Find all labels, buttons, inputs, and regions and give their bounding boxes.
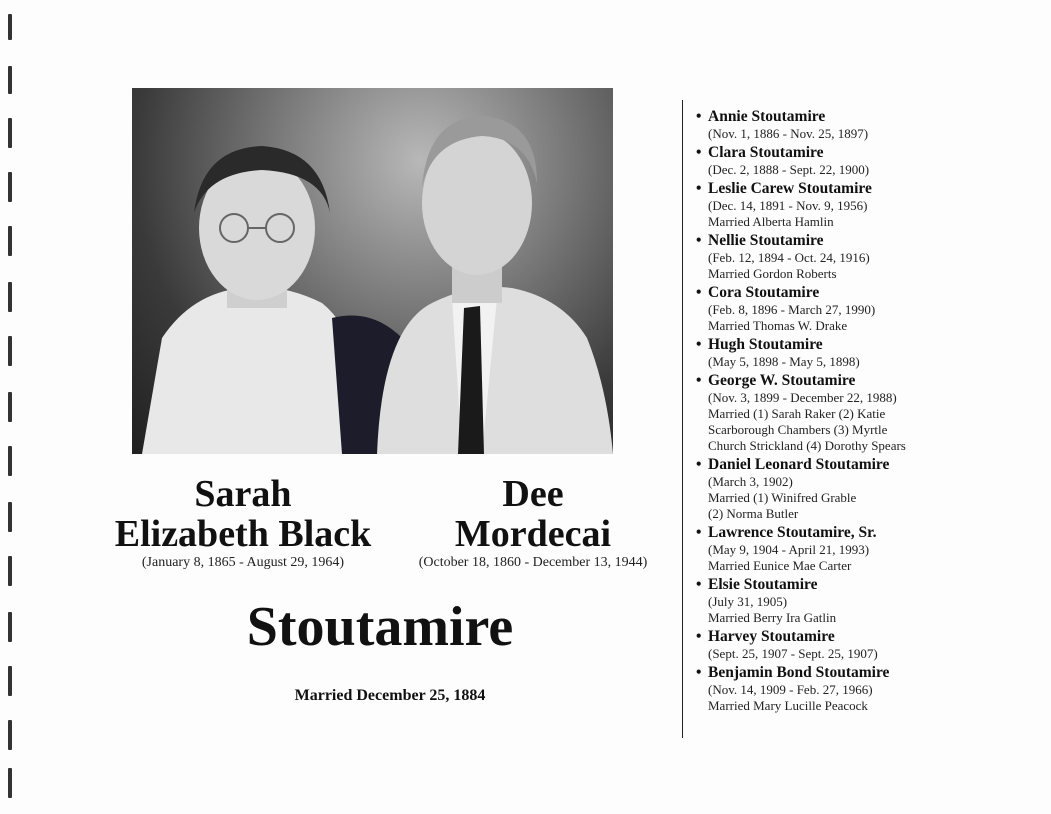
binding-mark: [8, 66, 12, 94]
child-detail: Married Mary Lucille Peacock: [708, 698, 868, 713]
bullet-icon: •: [696, 108, 702, 125]
binding-holes: [8, 0, 28, 814]
child-name: [696, 372, 1046, 390]
child-name: [696, 456, 1046, 474]
child-name-text: Annie Stoutamire: [708, 108, 826, 125]
binding-mark: [8, 172, 12, 202]
binding-mark: [8, 14, 12, 40]
child-name: [696, 628, 1046, 646]
child-detail: Married Gordon Roberts: [708, 266, 837, 281]
spouse-name-dee: [410, 474, 656, 555]
child-entry: [696, 664, 1046, 714]
child-name: [696, 144, 1046, 162]
child-entry: [696, 180, 1046, 230]
child-name: [696, 576, 1046, 594]
child-detail: (July 31, 1905): [708, 594, 788, 609]
child-detail: Church Strickland (4) Dorothy Spears: [708, 438, 906, 453]
child-name-text: Cora Stoutamire: [708, 284, 820, 301]
bullet-icon: •: [696, 372, 702, 389]
bullet-icon: •: [696, 336, 702, 353]
bullet-icon: •: [696, 180, 702, 197]
child-name: [696, 108, 1046, 126]
child-entry: [696, 524, 1046, 574]
child-detail: (Feb. 8, 1896 - March 27, 1990): [708, 302, 876, 317]
child-detail: (Dec. 2, 1888 - Sept. 22, 1900): [708, 162, 870, 177]
child-detail: (Dec. 14, 1891 - Nov. 9, 1956): [708, 198, 868, 213]
child-name-text: Benjamin Bond Stoutamire: [708, 664, 890, 681]
child-name-text: Hugh Stoutamire: [708, 336, 823, 353]
child-detail: Married Thomas W. Drake: [708, 318, 848, 333]
child-entry: [696, 284, 1046, 334]
family-surname: Stoutamire: [246, 596, 514, 658]
child-entry: [696, 108, 1046, 142]
child-name: [696, 336, 1046, 354]
column-divider: [682, 100, 683, 738]
binding-mark: [8, 336, 12, 366]
child-entry: [696, 144, 1046, 178]
binding-mark: [8, 502, 12, 532]
binding-mark: [8, 768, 12, 798]
child-detail: (March 3, 1902): [708, 474, 793, 489]
binding-mark: [8, 556, 12, 586]
child-detail: (Feb. 12, 1894 - Oct. 24, 1916): [708, 250, 870, 265]
child-detail: (May 9, 1904 - April 21, 1993): [708, 542, 870, 557]
spouse-name-sarah: [100, 474, 386, 555]
child-detail: Married (1) Winifred Grable: [708, 490, 857, 505]
child-name: [696, 232, 1046, 250]
binding-mark: [8, 446, 12, 476]
child-detail: Married Alberta Hamlin: [708, 214, 834, 229]
marriage-date: Married December 25, 1884: [294, 687, 486, 704]
child-entry: [696, 336, 1046, 370]
binding-mark: [8, 118, 12, 148]
child-name: [696, 524, 1046, 542]
child-name-text: George W. Stoutamire: [708, 372, 856, 389]
spouse-dates-dee: (October 18, 1860 - December 13, 1944): [418, 555, 648, 570]
child-detail: (Nov. 1, 1886 - Nov. 25, 1897): [708, 126, 869, 141]
child-name-text: Clara Stoutamire: [708, 144, 824, 161]
name-line: Elizabeth Black: [114, 513, 372, 556]
child-detail: (2) Norma Butler: [708, 506, 799, 521]
bullet-icon: •: [696, 576, 702, 593]
bullet-icon: •: [696, 144, 702, 161]
binding-mark: [8, 612, 12, 642]
child-name-text: Leslie Carew Stoutamire: [708, 180, 872, 197]
child-entry: [696, 372, 1046, 454]
bullet-icon: •: [696, 232, 702, 249]
child-name-text: Harvey Stoutamire: [708, 628, 835, 645]
child-name-text: Elsie Stoutamire: [708, 576, 818, 593]
child-entry: [696, 576, 1046, 626]
binding-mark: [8, 226, 12, 256]
child-name-text: Daniel Leonard Stoutamire: [708, 456, 890, 473]
portrait-photo: [132, 88, 613, 454]
binding-mark: [8, 720, 12, 750]
bullet-icon: •: [696, 664, 702, 681]
child-entry: [696, 628, 1046, 662]
bullet-icon: •: [696, 284, 702, 301]
child-detail: (Nov. 14, 1909 - Feb. 27, 1966): [708, 682, 873, 697]
bullet-icon: •: [696, 628, 702, 645]
portrait-photo-icon: [132, 88, 613, 454]
child-name: [696, 180, 1046, 198]
child-detail: Scarborough Chambers (3) Myrtle: [708, 422, 888, 437]
spouse-dates-sarah: (January 8, 1865 - August 29, 1964): [141, 555, 345, 570]
name-line: Mordecai: [454, 513, 612, 556]
name-line: Dee: [502, 473, 564, 515]
child-entry: [696, 456, 1046, 522]
bullet-icon: •: [696, 524, 702, 541]
binding-mark: [8, 392, 12, 422]
child-detail: Married (1) Sarah Raker (2) Katie: [708, 406, 886, 421]
child-detail: Married Eunice Mae Carter: [708, 558, 852, 573]
child-detail: (Nov. 3, 1899 - December 22, 1988): [708, 390, 897, 405]
children-list: [696, 108, 1046, 716]
name-line: Sarah: [194, 473, 292, 515]
binding-mark: [8, 666, 12, 696]
child-name-text: Nellie Stoutamire: [708, 232, 824, 249]
child-name-text: Lawrence Stoutamire, Sr.: [708, 524, 877, 541]
child-detail: (May 5, 1898 - May 5, 1898): [708, 354, 860, 369]
binding-mark: [8, 282, 12, 312]
child-name: [696, 664, 1046, 682]
child-name: [696, 284, 1046, 302]
child-detail: (Sept. 25, 1907 - Sept. 25, 1907): [708, 646, 878, 661]
child-entry: [696, 232, 1046, 282]
bullet-icon: •: [696, 456, 702, 473]
child-detail: Married Berry Ira Gatlin: [708, 610, 837, 625]
